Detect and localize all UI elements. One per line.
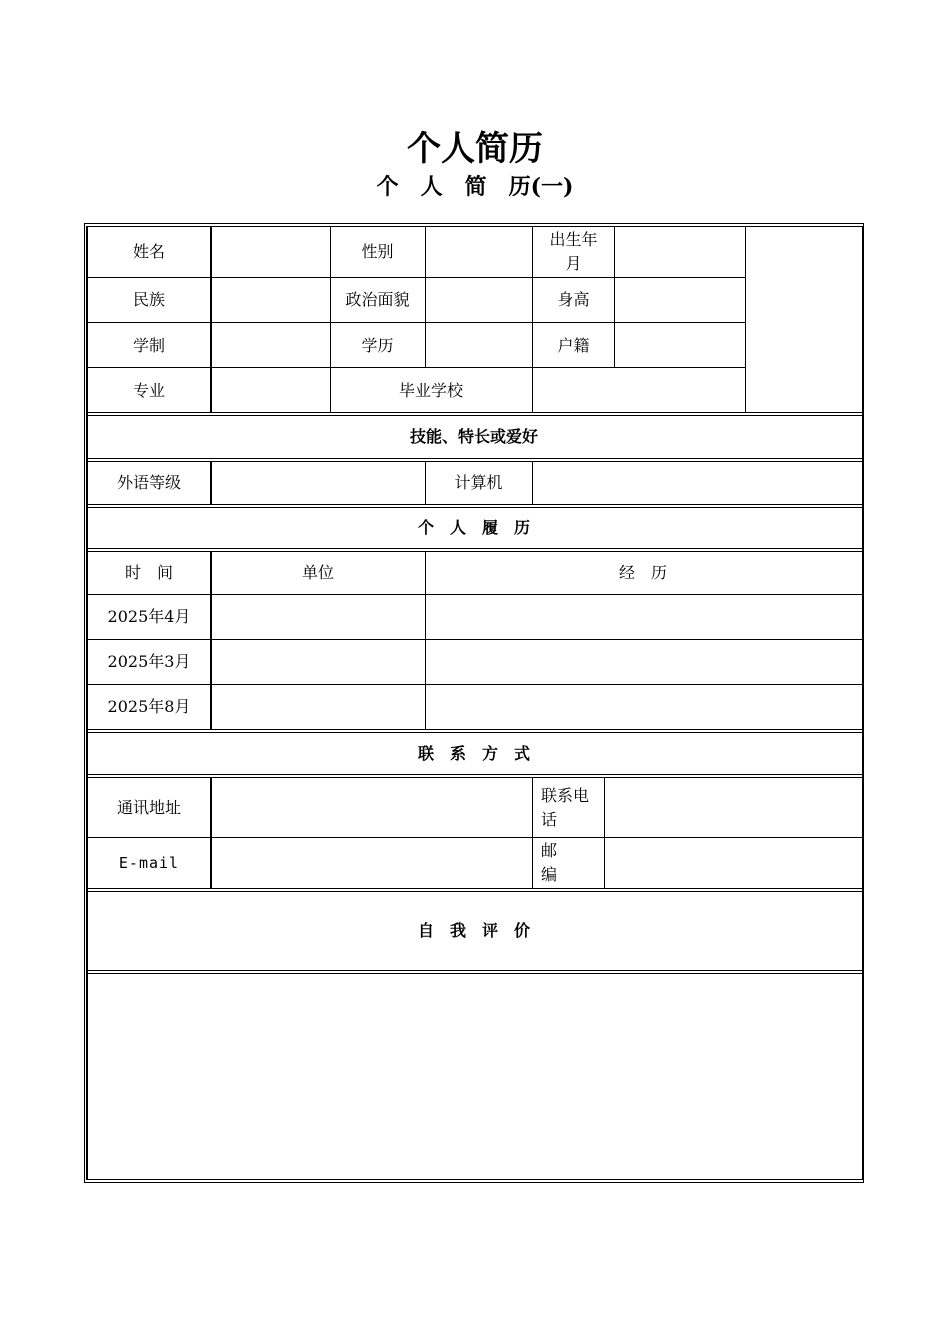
history-col-experience: 经 历 (618, 562, 667, 582)
language-label: 外语等级 (116, 473, 181, 492)
political-label: 政治面貌 (345, 290, 410, 309)
height-field[interactable] (616, 278, 744, 322)
history-row-experience[interactable] (426, 685, 860, 729)
history-col-unit: 单位 (301, 562, 334, 582)
grid-line (86, 774, 862, 775)
photo-area[interactable] (746, 228, 860, 413)
history-col-time: 时 间 (124, 562, 173, 582)
email-label: E-mail (118, 854, 180, 872)
phone-label-text: 联系电话 (541, 785, 590, 829)
gender-label: 性别 (361, 242, 394, 261)
history-row-experience[interactable] (426, 595, 860, 638)
email-field[interactable] (212, 838, 531, 888)
self-eval-field[interactable] (88, 975, 860, 1179)
page-subtitle: 个 人 简 历(一) (376, 174, 574, 200)
schooling-label: 学制 (132, 335, 165, 355)
grid-line (86, 226, 863, 227)
education-label: 学历 (361, 335, 394, 355)
schooling-field[interactable] (212, 324, 329, 367)
birth-label-text: 出生年月 (549, 230, 598, 273)
ethnicity-field[interactable] (212, 278, 329, 322)
history-row-experience[interactable] (426, 640, 860, 683)
grid-line (86, 367, 746, 368)
grid-line (862, 226, 864, 1180)
ethnicity-label: 民族 (132, 290, 165, 309)
computer-label: 计算机 (454, 473, 503, 492)
height-label: 身高 (557, 290, 590, 309)
grid-line (86, 504, 862, 505)
postcode-label (533, 838, 603, 888)
hukou-label: 户籍 (557, 335, 590, 355)
hukou-field[interactable] (616, 324, 744, 367)
self-eval-section-title: 自 我 评 价 (417, 921, 530, 940)
school-field[interactable] (533, 369, 744, 413)
phone-label (533, 779, 603, 836)
birth-label (533, 228, 614, 276)
language-field[interactable] (212, 462, 424, 504)
skills-section-title: 技能、特长或爱好 (409, 427, 538, 446)
address-label: 通讯地址 (116, 797, 181, 817)
major-label: 专业 (132, 381, 165, 400)
grid-line (86, 888, 862, 889)
address-field[interactable] (212, 779, 531, 836)
history-row-time: 2025年3月 (107, 651, 191, 671)
education-field[interactable] (426, 324, 531, 367)
grid-line (86, 777, 862, 778)
grid-line (86, 973, 862, 974)
computer-field[interactable] (533, 462, 860, 504)
grid-line (614, 226, 615, 368)
postcode-label-text: 邮编 (541, 841, 558, 884)
contact-section-title: 联 系 方 式 (417, 744, 530, 763)
history-row-unit[interactable] (212, 640, 424, 683)
postcode-field[interactable] (605, 838, 860, 888)
grid-line (86, 458, 862, 459)
political-field[interactable] (426, 278, 531, 322)
birth-field[interactable] (616, 228, 744, 276)
grid-line (86, 548, 862, 549)
phone-field[interactable] (605, 779, 860, 836)
history-section-title: 个 人 履 历 (417, 518, 530, 537)
major-field[interactable] (212, 369, 329, 413)
gender-field[interactable] (426, 228, 531, 276)
grid-line (86, 322, 746, 323)
name-field[interactable] (212, 228, 329, 276)
history-row-time: 2025年8月 (107, 697, 191, 716)
grid-line (86, 729, 862, 730)
history-row-unit[interactable] (212, 685, 424, 729)
grid-line (86, 1179, 863, 1180)
grid-line (86, 732, 862, 733)
history-row-time: 2025年4月 (107, 606, 191, 626)
page-title: 个人简历 (407, 129, 543, 169)
history-row-unit[interactable] (212, 595, 424, 638)
grid-line (86, 415, 862, 416)
grid-line (86, 970, 862, 971)
name-label: 姓名 (132, 242, 165, 261)
school-label: 毕业学校 (398, 381, 463, 400)
